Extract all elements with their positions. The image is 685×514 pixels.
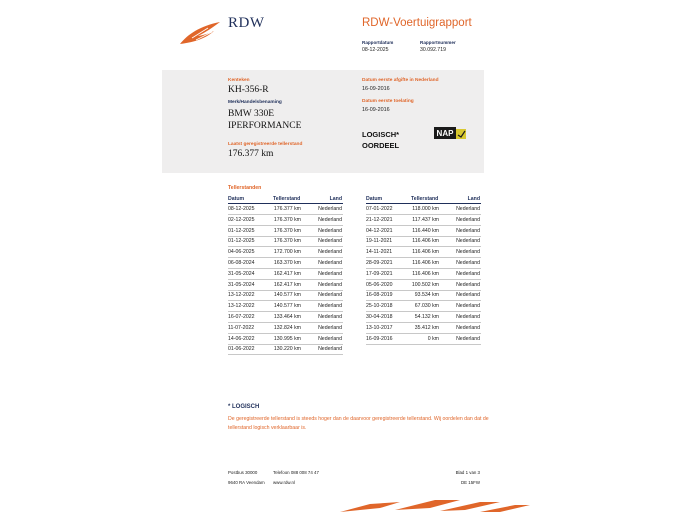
merk-value-line1: BMW 330E	[228, 109, 275, 119]
right-cell-tellerstand: 35.412 km	[414, 324, 439, 331]
rdw-logo-icon	[178, 20, 222, 46]
left-cell-datum: 16-07-2022	[228, 314, 255, 320]
left-cell-datum: 31-05-2024	[228, 270, 255, 277]
footer-page-number: Blad 1 van 3	[455, 470, 480, 475]
merk-value-line2: IPERFORMANCE	[228, 121, 302, 131]
bottom-stripe-decoration-icon	[340, 496, 530, 514]
footer-code: DE 15FW	[460, 480, 480, 485]
footer-address-line2: 9640 RA Veendam	[228, 480, 265, 485]
left-cell-datum: 01-12-2025	[228, 227, 255, 234]
left-row-divider	[228, 300, 343, 301]
right-cell-land: Nederland	[456, 227, 480, 234]
right-cell-land: Nederland	[456, 206, 480, 212]
left-cell-datum: 04-06-2025	[228, 249, 255, 256]
footer-address-line1: Postbus 30000	[228, 470, 258, 475]
left-cell-tellerstand: 140.577 km	[273, 303, 301, 310]
right-cell-datum: 30-04-2018	[366, 314, 393, 320]
left-cell-land: Nederland	[318, 227, 342, 234]
left-row-divider	[228, 246, 343, 247]
left-row-divider	[228, 333, 343, 334]
left-header-tellerstand: Tellerstand	[273, 196, 301, 202]
eerste-toelating-label: Datum eerste toelating	[362, 99, 414, 104]
right-cell-land: Nederland	[456, 281, 480, 288]
left-cell-datum: 01-06-2022	[228, 346, 255, 353]
left-cell-tellerstand: 130.220 km	[273, 346, 301, 353]
left-cell-tellerstand: 172.700 km	[273, 249, 301, 256]
verdict	[362, 129, 399, 151]
right-row-divider	[366, 279, 481, 280]
left-row-divider	[228, 290, 343, 291]
right-cell-land: Nederland	[456, 249, 480, 256]
eerste-toelating-value: 16-09-2016	[362, 107, 390, 113]
right-cell-datum: 16-08-2019	[366, 292, 393, 299]
left-cell-land: Nederland	[318, 314, 342, 320]
right-cell-land: Nederland	[456, 216, 480, 223]
left-cell-datum: 01-12-2025	[228, 238, 255, 245]
left-cell-tellerstand: 133.464 km	[273, 314, 301, 320]
verdict-line1: LOGISCH*	[362, 130, 400, 139]
right-cell-datum: 05-06-2020	[366, 281, 393, 288]
left-cell-land: Nederland	[318, 249, 342, 256]
right-header-rule	[366, 203, 481, 204]
left-header-land: Land	[329, 196, 342, 202]
right-row-divider	[366, 333, 481, 334]
left-cell-land: Nederland	[318, 324, 342, 331]
kenteken-value: KH-356-R	[228, 85, 269, 95]
right-cell-land: Nederland	[456, 238, 480, 245]
left-cell-tellerstand: 140.577 km	[273, 292, 301, 299]
left-cell-land: Nederland	[318, 206, 342, 212]
footer-website[interactable]: www.rdw.nl	[273, 480, 295, 485]
left-cell-tellerstand: 176.370 km	[273, 216, 301, 223]
left-cell-datum: 06-08-2024	[228, 260, 255, 266]
left-cell-datum: 14-06-2022	[228, 335, 255, 342]
eerste-afgifte-label: Datum eerste afgifte in Nederland	[362, 78, 439, 83]
left-cell-land: Nederland	[318, 270, 342, 277]
left-cell-land: Nederland	[318, 303, 342, 310]
right-cell-tellerstand: 117.437 km	[412, 216, 439, 223]
eerste-afgifte-value: 16-09-2016	[362, 86, 390, 92]
tellerstanden-title: Tellerstanden	[228, 185, 262, 191]
right-cell-tellerstand: 116.440 km	[412, 227, 439, 234]
right-row-divider	[366, 311, 481, 312]
right-row-divider	[366, 214, 481, 215]
document-title: RDW-Voertuigrapport	[362, 17, 472, 29]
left-cell-land: Nederland	[318, 335, 342, 342]
left-cell-tellerstand: 176.377 km	[273, 206, 301, 212]
report-number-value: 30.092.719	[420, 47, 446, 53]
left-cell-tellerstand: 130.995 km	[273, 335, 301, 342]
left-row-divider	[228, 268, 343, 269]
right-cell-datum: 17-09-2021	[366, 270, 393, 277]
left-cell-tellerstand: 163.370 km	[273, 260, 301, 266]
right-cell-datum: 14-11-2021	[366, 249, 393, 256]
merk-label: Merk/Handelsbenaming	[228, 100, 282, 105]
left-cell-datum: 02-12-2025	[228, 216, 255, 223]
left-cell-land: Nederland	[318, 216, 342, 223]
left-row-divider	[228, 257, 343, 258]
right-cell-tellerstand: 67.030 km	[414, 303, 439, 310]
kenteken-label: Kenteken	[228, 78, 250, 83]
left-row-divider	[228, 354, 343, 355]
right-cell-datum: 19-11-2021	[366, 238, 393, 245]
left-header-datum: Datum	[228, 196, 245, 202]
right-header-land: Land	[467, 196, 480, 202]
right-cell-tellerstand: 0 km	[427, 335, 439, 342]
left-cell-tellerstand: 176.370 km	[273, 238, 301, 245]
vehicle-summary-panel	[162, 70, 484, 173]
right-cell-tellerstand: 93.534 km	[414, 292, 439, 299]
left-row-divider	[228, 279, 343, 280]
tellerstand-label: Laatst geregistreerde tellerstand	[228, 142, 303, 147]
left-cell-tellerstand: 162.417 km	[273, 270, 301, 277]
report-date-label: Rapportdatum	[362, 40, 394, 45]
right-row-divider	[366, 225, 481, 226]
left-cell-datum: 11-07-2022	[228, 324, 255, 331]
right-cell-land: Nederland	[456, 335, 480, 342]
right-header-datum: Datum	[366, 196, 383, 202]
left-cell-tellerstand: 162.417 km	[273, 281, 301, 288]
report-date-value: 08-12-2025	[362, 47, 389, 53]
right-row-divider	[366, 236, 481, 237]
nap-logo-text: NAP	[436, 129, 454, 138]
left-row-divider	[228, 322, 343, 323]
brand-name: RDW	[228, 15, 265, 31]
right-cell-datum: 28-09-2021	[366, 260, 393, 266]
left-row-divider	[228, 225, 343, 226]
logisch-heading: * LOGISCH	[228, 404, 260, 410]
right-row-divider	[366, 246, 481, 247]
right-row-divider	[366, 290, 481, 291]
left-cell-land: Nederland	[318, 238, 342, 245]
left-cell-tellerstand: 176.370 km	[273, 227, 301, 234]
left-cell-tellerstand: 132.824 km	[273, 324, 301, 331]
left-cell-datum: 13-12-2022	[228, 303, 255, 310]
left-cell-land: Nederland	[318, 260, 342, 266]
right-row-divider	[366, 268, 481, 269]
right-row-divider	[366, 257, 481, 258]
right-cell-land: Nederland	[456, 260, 480, 266]
right-row-divider	[366, 300, 481, 301]
left-row-divider	[228, 236, 343, 237]
right-cell-land: Nederland	[456, 324, 480, 331]
logisch-text: De geregistreerde tellerstand is steeds hoger dan de daarvoor geregistreerde tellerstand. Wij oordelen dan dat de tellerstand logisch verklaarbaar is.	[228, 416, 489, 431]
left-row-divider	[228, 311, 343, 312]
left-row-divider	[228, 344, 343, 345]
right-cell-tellerstand: 116.406 km	[412, 249, 439, 256]
left-cell-datum: 13-12-2022	[228, 292, 255, 299]
report-number-label: Rapportnummer	[420, 40, 456, 45]
right-cell-tellerstand: 116.406 km	[412, 270, 439, 277]
left-cell-land: Nederland	[318, 292, 342, 299]
right-cell-land: Nederland	[456, 314, 480, 320]
left-cell-land: Nederland	[318, 281, 342, 288]
right-cell-datum: 25-10-2018	[366, 303, 393, 310]
tellerstand-value: 176.377 km	[228, 149, 274, 159]
right-cell-tellerstand: 116.406 km	[412, 260, 439, 266]
right-cell-tellerstand: 54.132 km	[414, 314, 439, 320]
footer-phone: Telefoon 088 008 74 47	[273, 470, 319, 475]
right-cell-datum: 04-12-2021	[366, 227, 393, 234]
right-row-divider	[366, 322, 481, 323]
left-cell-datum: 31-05-2024	[228, 281, 255, 288]
right-cell-datum: 16-09-2016	[366, 335, 393, 342]
nap-logo-icon	[434, 127, 466, 139]
verdict-line2: OORDEEL	[362, 141, 400, 150]
right-cell-datum: 07-01-2022	[366, 206, 393, 212]
left-cell-datum: 08-12-2025	[228, 206, 255, 212]
right-cell-tellerstand: 100.502 km	[411, 281, 439, 288]
left-header-rule	[228, 203, 343, 204]
right-row-divider	[366, 344, 481, 345]
right-cell-tellerstand: 116.406 km	[412, 238, 439, 245]
left-cell-land: Nederland	[318, 346, 342, 353]
right-cell-land: Nederland	[456, 292, 480, 299]
left-row-divider	[228, 214, 343, 215]
right-cell-datum: 13-10-2017	[366, 324, 393, 331]
right-cell-land: Nederland	[456, 270, 480, 277]
right-header-tellerstand: Tellerstand	[411, 196, 439, 202]
right-cell-land: Nederland	[456, 303, 480, 310]
right-cell-datum: 21-12-2021	[366, 216, 393, 223]
right-cell-tellerstand: 118.000 km	[412, 206, 439, 212]
